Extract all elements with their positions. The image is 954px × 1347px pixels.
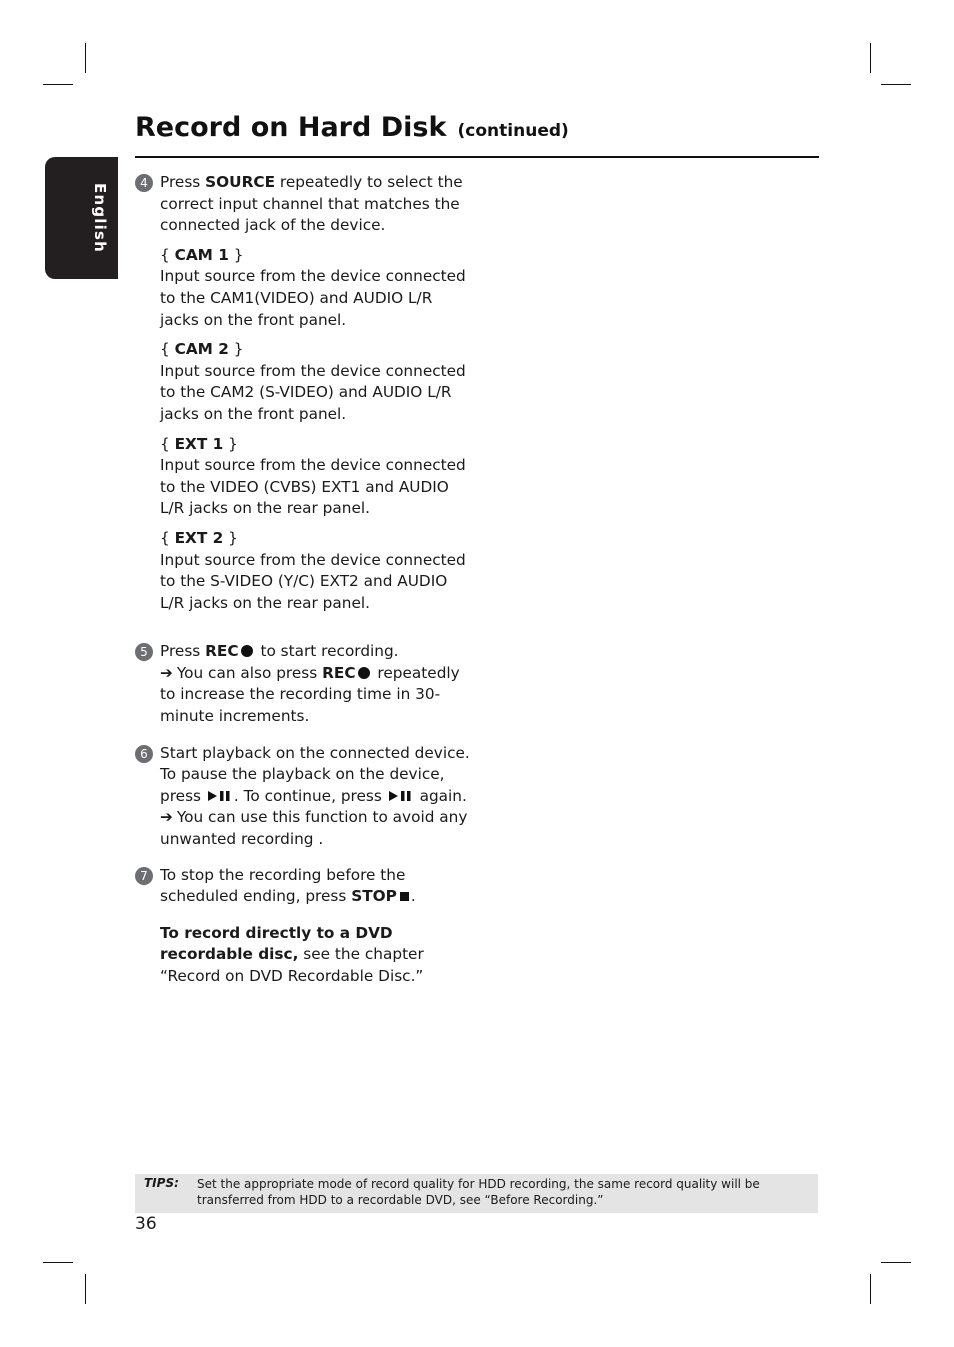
step-number-icon: 6 (135, 745, 153, 763)
option-description: Input source from the device connected to the VIDEO (CVBS) EXT1 and AUDIO L/R jacks on the rear panel. (160, 456, 466, 518)
option-description: Input source from the device connected to the S-VIDEO (Y/C) EXT2 and AUDIO L/R jacks on the rear panel. (160, 550, 466, 612)
stop-square-icon (400, 892, 409, 901)
step-6-play-pause: press . To continue, press again. (160, 786, 467, 805)
instructions (135, 172, 475, 988)
option-cam-2 (160, 339, 475, 425)
crop-mark (43, 84, 73, 85)
option-ext-2 (160, 528, 475, 614)
step-6-note: ➔ You can use this function to avoid any unwanted recording . (160, 808, 468, 849)
step-7-line: To stop the recording before the scheduled ending, press STOP . (160, 865, 416, 906)
step-number-icon: 4 (135, 174, 153, 192)
page-title (135, 112, 569, 143)
step-5 (135, 641, 475, 727)
tips-label: TIPS: (144, 1176, 179, 1190)
step-4 (135, 172, 475, 614)
step-text: repeatedly to select the correct input channel that matches the connected jack of the device. (160, 173, 463, 235)
play-pause-icon (208, 790, 232, 802)
crop-mark (43, 1262, 73, 1263)
option-cam-1 (160, 245, 475, 331)
crop-mark (870, 1274, 871, 1304)
option-description: Input source from the device connected to the CAM1(VIDEO) and AUDIO L/R jacks on the front panel. (160, 267, 466, 329)
crop-mark (881, 84, 911, 85)
tips-box (135, 1174, 818, 1213)
step-6-line: Start playback on the connected device. To pause the playback on the device, (160, 743, 470, 784)
step-text: Press (160, 173, 206, 191)
rec-key: REC (322, 663, 356, 682)
step-5-line: Press REC to start recording. (160, 642, 399, 661)
arrow-right-icon: ➔ (160, 663, 173, 682)
option-label: { CAM 1 } (160, 245, 244, 264)
step-7 (135, 865, 475, 908)
arrow-right-icon: ➔ (160, 808, 173, 827)
source-key: SOURCE (205, 173, 276, 191)
option-label: { EXT 1 } (160, 434, 238, 453)
record-dot-icon (241, 645, 253, 657)
crop-mark (870, 43, 871, 73)
option-ext-1 (160, 434, 475, 520)
title-divider (135, 156, 819, 158)
record-dot-icon (358, 667, 370, 679)
step-number-icon: 7 (135, 867, 153, 885)
option-label: { CAM 2 } (160, 340, 244, 359)
step-number-icon: 5 (135, 643, 153, 661)
stop-key: STOP (351, 887, 397, 906)
option-description: Input source from the device connected to the CAM2 (S-VIDEO) and AUDIO L/R jacks on the front panel. (160, 361, 466, 423)
rec-key: REC (205, 642, 239, 661)
tips-text: Set the appropriate mode of record quality for HDD recording, the same record quality will be transferred from HDD to a recordable DVD, see “Before Recording.” (197, 1177, 760, 1207)
step-5-note: ➔ You can also press REC repeatedly to increase the recording time in 30-minute increments. (160, 663, 460, 726)
crop-mark (85, 1274, 86, 1304)
play-pause-icon (389, 790, 413, 802)
language-tab-label: English (91, 183, 109, 253)
option-label: { EXT 2 } (160, 528, 238, 547)
dvd-record-note: To record directly to a DVD recordable disc, see the chapter “Record on DVD Recordable Disc.” (160, 923, 424, 985)
step-6 (135, 743, 475, 851)
page-title-main: Record on Hard Disk (135, 112, 447, 143)
crop-mark (85, 43, 86, 73)
page-title-subtitle: (continued) (457, 121, 569, 141)
step-4-intro (160, 172, 475, 237)
page-number: 36 (135, 1214, 157, 1234)
crop-mark (881, 1262, 911, 1263)
